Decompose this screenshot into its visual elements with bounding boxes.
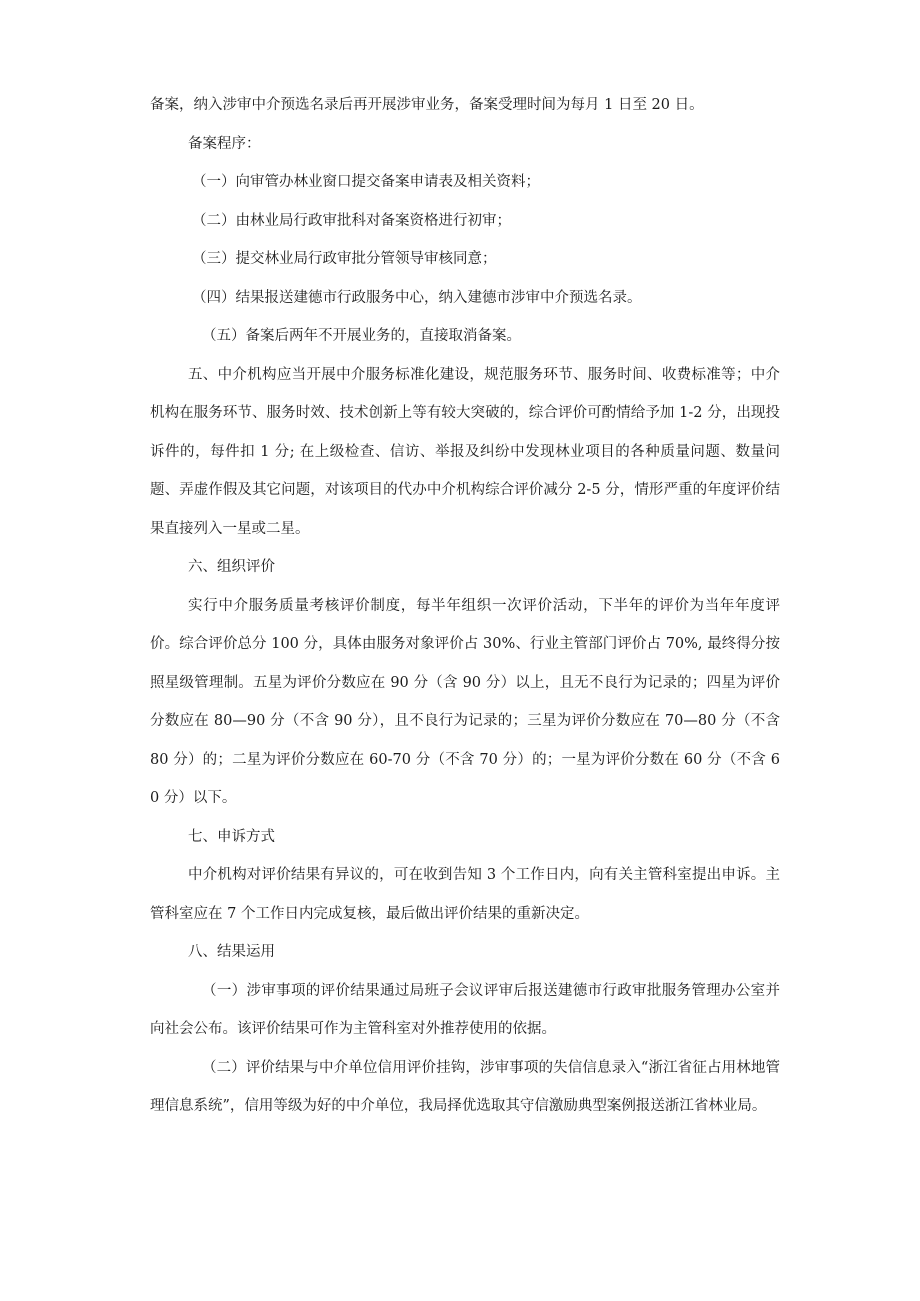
filing-step-2: （二）由林业局行政审批科对备案资格进行初审； [192, 212, 511, 229]
section-5-paragraph: 五、中介机构应当开展中介服务标准化建设，规范服务环节、服务时间、收费标准等；中介机构在服务环节、服务时效、技术创新上等有较大突破的，综合评价可酌情给予加 1-2 分，出现投诉件的，每件扣 1 分; 在上级检查、信访、举报及纠纷中发现林业项目的各种质量问题、数量问题、弄虚作假及其它问题，对该项目的代办中介机构综合评价减分 2-5 分，情形严重的年度评价结果直接列入一星或二星。 [150, 366, 780, 537]
filing-procedure-heading: 备案程序： [188, 135, 261, 152]
section-8-item-2: （二）评价结果与中介单位信用评价挂钩，涉审事项的失信信息录入“浙江省征占用林地管理信息系统”，信用等级为好的中介单位，我局择优选取其守信激励典型案例报送浙江省林业局。 [150, 1059, 780, 1114]
paragraph-continuation: 备案，纳入涉审中介预选名录后再开展涉审业务，备案受理时间为每月 1 日至 20 日。 [150, 97, 704, 113]
section-7-body: 中介机构对评价结果有异议的，可在收到告知 3 个工作日内，向有关主管科室提出申诉。主管科室应在 7 个工作日内完成复核，最后做出评价结果的重新决定。 [150, 867, 780, 922]
filing-step-1: （一）向审管办林业窗口提交备案申请表及相关资料； [192, 174, 540, 190]
section-6-heading: 六、组织评价 [188, 559, 275, 575]
filing-step-3: （三）提交林业局行政审批分管领导审核同意； [192, 251, 497, 267]
filing-step-5: （五）备案后两年不开展业务的，直接取消备案。 [202, 328, 521, 344]
document-page [150, 86, 780, 1126]
section-6-body: 实行中介服务质量考核评价制度，每半年组织一次评价活动，下半年的评价为当年年度评价。综合评价总分 100 分，具体由服务对象评价占 30%、行业主管部门评价占 70%, 最终得分按照星级管理制。五星为评价分数应在 90 分（含 90 分）以上，且无不良行为记录的；四星为评价分数应在 80—90 分（不含 90 分），且不良行为记录的；三星为评价分数应在 70—80 分（不含 80 分）的；二星为评价分数应在 60-70 分（不含 70 分）的；一星为评价分数在 60 分（不含 60 分）以下。 [150, 597, 780, 806]
section-8-item-1: （一）涉审事项的评价结果通过局班子会议评审后报送建德市行政审批服务管理办公室并向社会公布。该评价结果可作为主管科室对外推荐使用的依据。 [150, 982, 780, 1037]
section-7-heading: 七、申诉方式 [188, 828, 275, 845]
section-8-heading: 八、结果运用 [188, 944, 275, 960]
filing-step-4: （四）结果报送建德市行政服务中心，纳入建德市涉审中介预选名录。 [192, 289, 642, 306]
